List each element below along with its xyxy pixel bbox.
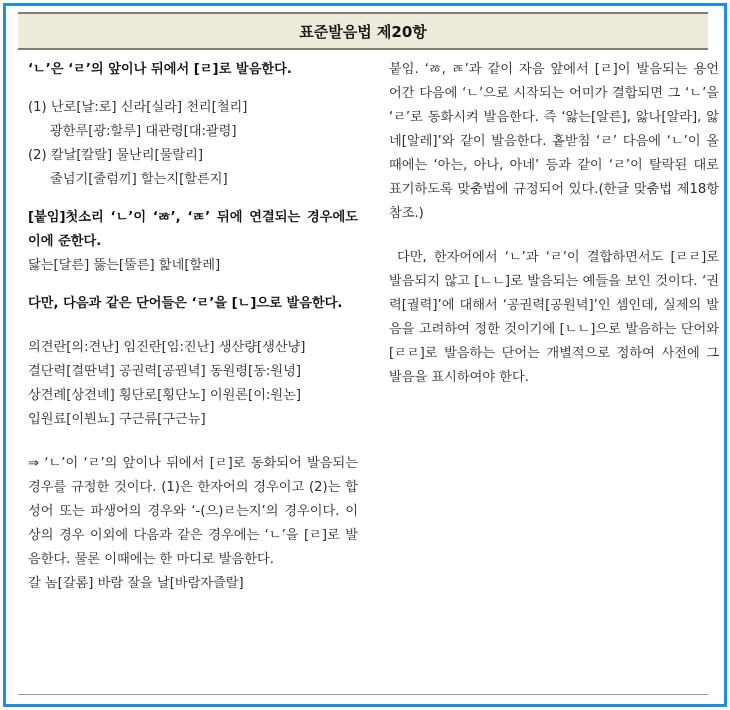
commentary-paragraph-1: 붙임. ‘ㅀ, ㄾ’과 같이 자음 앞에서 [ㄹ]이 발음되는 용언 어간 다음에 ‘ㄴ’으로 시작되는 어미가 결합되면 그 ‘ㄴ’을 ‘ㄹ’로 동화시켜 발음한다. 즉 ‘앓는[알른], 앓나[알라], 앓네[알레]’와 같이 발음한다. 홑받침 ‘ㄹ’ 다음에 ‘ㄴ’이 올 때에는 ‘아는, 아나, 아네’ 등과 같이 ‘ㄹ’이 탈락된 대로 표기하도록 맞춤법에 규정되어 있다.(한글 맞춤법 제18항 참조.) [389, 62, 719, 221]
exception-word-line: 입원료[이붠뇨] 구근류[구근뉴] [28, 412, 206, 427]
exception-word-line: 상견례[상견녜] 횡단로[횡단노] 이원론[이:원논] [28, 388, 301, 403]
section-title: 표준발음법 제20항 [18, 12, 708, 50]
right-column [389, 58, 719, 390]
final-example: 갈 놈[갈롬] 바람 잘을 날[바람자즐랄] [28, 576, 244, 591]
document-frame [3, 3, 727, 707]
attachment-rule: [붙임]첫소리 ‘ㄴ’이 ‘ㅀ’, ‘ㄾ’ 뒤에 연결되는 경우에도 이에 준한다. [28, 210, 358, 249]
example-1-line-b: 광한루[광:할루] 대관령[대:괄령] [50, 124, 237, 139]
left-column [28, 58, 358, 596]
bottom-divider [18, 694, 708, 695]
exception-rule: 다만, 다음과 같은 단어들은 ‘ㄹ’을 [ㄴ]으로 발음한다. [28, 296, 343, 311]
exception-word-line: 결단력[결딴녁] 공권력[공꿘녁] 동원령[동:원녕] [28, 364, 301, 379]
example-2-line-a: (2) 칼날[칼랄] 물난리[물랄리] [28, 148, 204, 163]
exception-word-line: 의견란[의:견난] 임진란[임:진난] 생산량[생산냥] [28, 340, 306, 355]
attachment-examples: 닳는[달른] 뚫는[뚤른] 핥네[할레] [28, 258, 221, 273]
example-2-line-b: 줄넘기[줄럼끼] 할는지[할른지] [50, 172, 228, 187]
explanation-paragraph: ⇒ ‘ㄴ’이 ‘ㄹ’의 앞이나 뒤에서 [ㄹ]로 동화되어 발음되는 경우를 규정한 것이다. (1)은 한자어의 경우이고 (2)는 합성어 또는 파생어의 경우와 ‘-(으)ㄹ는지’의 경우이다. 이상의 경우 이외에 다음과 같은 경우에는 ‘ㄴ’을 [ㄹ]로 발음한다. 물론 이때에는 한 마디로 발음한다. [28, 456, 358, 567]
example-1-line-a: (1) 난로[날:로] 신라[실라] 천리[철리] [28, 100, 248, 115]
rule-statement: ‘ㄴ’은 ‘ㄹ’의 앞이나 뒤에서 [ㄹ]로 발음한다. [28, 62, 292, 77]
commentary-paragraph-2: 다만, 한자어에서 ‘ㄴ’과 ‘ㄹ’이 결합하면서도 [ㄹㄹ]로 발음되지 않고 [ㄴㄴ]로 발음되는 예들을 보인 것이다. ‘권력[궐력]’에 대해서 ‘공권력[공원녁]’인 셈인데, 실제의 발음을 고려하여 정한 것이기에 [ㄴㄴ]으로 발음하는 단어와 [ㄹㄹ]로 발음하는 단어는 개별적으로 정하여 사전에 그 발음을 표시하여야 한다. [389, 250, 719, 385]
